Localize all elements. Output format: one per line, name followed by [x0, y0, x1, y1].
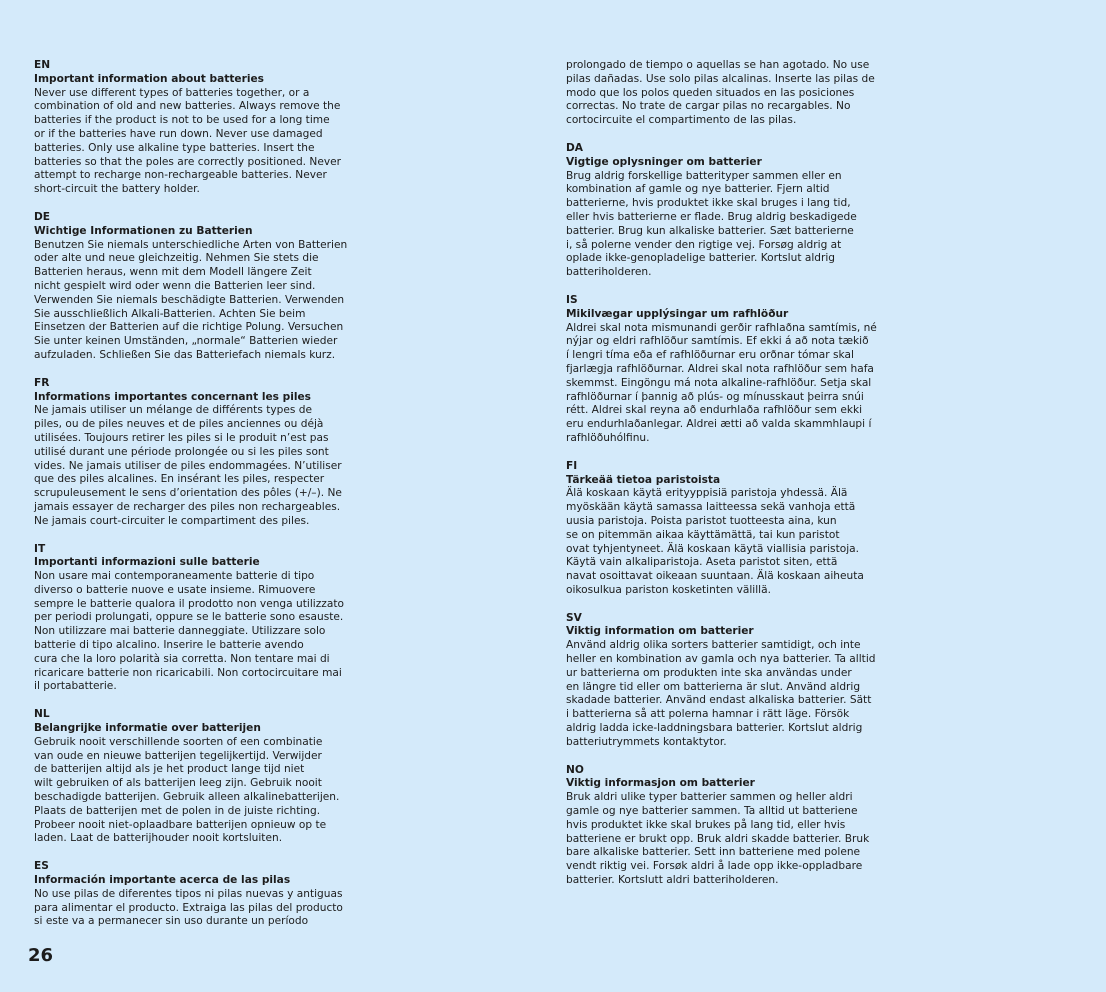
language-code: EN [34, 59, 51, 71]
language-code: DE [34, 210, 51, 223]
section-body-continued: prolongado de tiempo o aquellas se han agotado. No use pilas dañadas. Use solo pilas alcalinas. Inserte las pilas de modo que los polos queden situados en las posiciones correctas. No trate de cargar pilas no recargables. No cortocircuite el compartimento de las pilas. [566, 59, 875, 127]
left-column [34, 59, 384, 943]
section-fi [566, 460, 916, 598]
section-es-continued [566, 59, 916, 128]
section-sv [566, 612, 916, 750]
language-code: FI [566, 459, 578, 472]
section-nl [34, 708, 384, 846]
section-es [34, 860, 384, 929]
section-title: Viktig information om batterier [566, 625, 754, 638]
section-title: Información importante acerca de las pilas [34, 874, 291, 887]
section-title: Belangrijke informatie over batterijen [34, 722, 261, 735]
section-title: Mikilvægar upplýsingar um rafhlöður [566, 307, 789, 320]
section-body: Gebruik nooit verschillende soorten of een combinatie van oude en nieuwe batterijen tegelijkertijd. Verwijder de batterijen altijd als je het product lange tijd niet wilt gebruiken of als batterijen leeg zijn. Gebruik nooit beschadigde batterijen. Gebruik alleen alkalinebatterijen. Plaats de batterijen met de polen in de juiste richting. Probeer nooit niet-oplaadbare batterijen opnieuw op te laden. Laat de batterijhouder nooit kortsluiten. [34, 735, 340, 845]
section-title: Wichtige Informationen zu Batterien [34, 224, 253, 237]
section-da [566, 142, 916, 280]
section-no [566, 764, 916, 888]
section-body: Never use different types of batteries together, or a combination of old and new batteries. Always remove the batteries if the product is not to be used for a long time or if the batteries have run down. Never use damaged batteries. Only use alkaline type batteries. Insert the batteries so that the poles are correctly positioned. Never attempt to recharge non-rechargeable batteries. Never short-circuit the battery holder. [34, 86, 341, 196]
section-body: Non usare mai contemporaneamente batterie di tipo diverso o batterie nuove e usate insieme. Rimuovere sempre le batterie qualora il prodotto non venga utilizzato per periodi prolungati, oppure se le batterie sono esauste. Non utilizzare mai batterie danneggiate. Utilizzare solo batterie di tipo alcalino. Inserire le batterie avendo cura che la loro polarità sia corretta. Non tentare mai di ricaricare batterie non ricaricabili. Non cortocircuitare mai il portabatterie. [34, 570, 344, 693]
section-title: Important information about batteries [34, 72, 264, 85]
section-title: Importanti informazioni sulle batterie [34, 556, 260, 569]
section-de [34, 211, 384, 363]
section-body: Ne jamais utiliser un mélange de différents types de piles, ou de piles neuves et de piles anciennes ou déjà utilisées. Toujours retirer les piles si le produit n’est pas utilisé durant une période prolongée ou si les piles sont vides. Ne jamais utiliser de piles endommagées. N’utiliser que des piles alcalines. En insérant les piles, respecter scrupuleusement le sens d’orientation des pôles (+/–). Ne jamais essayer de recharger des piles non rechargeables. Ne jamais court-circuiter le compartiment des piles. [34, 404, 342, 527]
section-body: No use pilas de diferentes tipos ni pilas nuevas y antiguas para alimentar el producto. Extraiga las pilas del producto si este va a permanecer sin uso durante un período [34, 887, 343, 928]
section-body: Brug aldrig forskellige batterityper sammen eller en kombination af gamle og nye batterier. Fjern altid batterierne, hvis produktet ikke skal bruges i lang tid, eller hvis batterierne er flade. Brug aldrig beskadigede batterier. Brug kun alkaliske batterier. Sæt batterierne i, så polerne vender den rigtige vej. Forsøg aldrig at oplade ikke-genopladelige batterier. Kortslut aldrig batteriholderen. [566, 169, 857, 279]
section-body: Aldrei skal nota mismunandi gerðir rafhlaðna samtímis, né nýjar og eldri rafhlöður samtímis. Ef ekki á að nota tækið í lengri tíma eða ef rafhlöðurnar eru orðnar tómar skal fjarlægja rafhlöðurnar. Aldrei skal nota rafhlöður sem hafa skemmst. Eingöngu má nota alkaline-rafhlöður. Setja skal rafhlöðurnar í þannig að plús- og mínusskaut þeirra snúi rétt. Aldrei skal reyna að endurhlaða rafhlöður sem ekki eru endurhlaðanlegar. Aldrei ætti að valda skammhlaupi í rafhlöðuhólfinu. [566, 321, 877, 444]
language-code: FR [34, 376, 50, 389]
language-code: ES [34, 860, 49, 873]
page-number: 26 [28, 945, 54, 966]
section-en [34, 59, 384, 197]
section-is [566, 294, 916, 446]
language-code: NL [34, 708, 50, 721]
section-title: Vigtige oplysninger om batterier [566, 155, 762, 168]
language-code: DA [566, 141, 583, 154]
language-code: IT [34, 542, 46, 555]
section-title: Viktig informasjon om batterier [566, 777, 755, 790]
section-body: Använd aldrig olika sorters batterier samtidigt, och inte heller en kombination av gamla och nya batterier. Ta alltid ur batterierna om produkten inte ska användas under en längre tid eller om batterierna är slut. Använd aldrig skadade batterier. Använd endast alkaliska batterier. Sätt i batterierna så att polerna hamnar i rätt läge. Försök aldrig ladda icke-laddningsbara batterier. Kortslut aldrig batteriutrymmets kontaktytor. [566, 639, 876, 748]
language-code: IS [566, 293, 578, 306]
section-body: Bruk aldri ulike typer batterier sammen og heller aldri gamle og nye batterier sammen. Ta alltid ut batteriene hvis produktet ikke skal brukes på lang tid, eller hvis batteriene er brukt opp. Bruk aldri skadde batterier. Bruk bare alkaliske batterier. Sett inn batteriene med polene vendt riktig vei. Forsøk aldri å lade opp ikke-oppladbare batterier. Kortslutt aldri batteriholderen. [566, 791, 870, 887]
section-fr [34, 377, 384, 529]
section-body: Benutzen Sie niemals unterschiedliche Arten von Batterien oder alte und neue gleichzeitig. Nehmen Sie stets die Batterien heraus, wenn mit dem Modell längere Zeit nicht gespielt wird oder wenn die Batterien leer sind. Verwenden Sie niemals beschädigte Batterien. Verwenden Sie ausschließlich Alkali-Batterien. Achten Sie beim Einsetzen der Batterien auf die richtige Polung. Versuchen Sie unter keinen Umständen, „normale“ Batterien wieder aufzuladen. Schließen Sie das Batteriefach niemals kurz. [34, 238, 348, 361]
section-title: Informations importantes concernant les piles [34, 390, 311, 403]
right-column [566, 59, 916, 902]
section-title: Tärkeää tietoa paristoista [566, 473, 721, 486]
section-it [34, 543, 384, 695]
language-code: SV [566, 611, 582, 624]
language-code: NO [566, 763, 584, 776]
section-body: Älä koskaan käytä erityyppisiä paristoja yhdessä. Älä myöskään käytä samassa laitteessa sekä vanhoja että uusia paristoja. Poista paristot tuotteesta aina, kun se on pitemmän aikaa käyttämättä, tai kun paristot ovat tyhjentyneet. Älä koskaan käytä viallisia paristoja. Käytä vain alkaliparistoja. Aseta paristot siten, että navat osoittavat oikeaan suuntaan. Älä koskaan aiheuta oikosulkua pariston kosketinten välillä. [566, 487, 864, 596]
